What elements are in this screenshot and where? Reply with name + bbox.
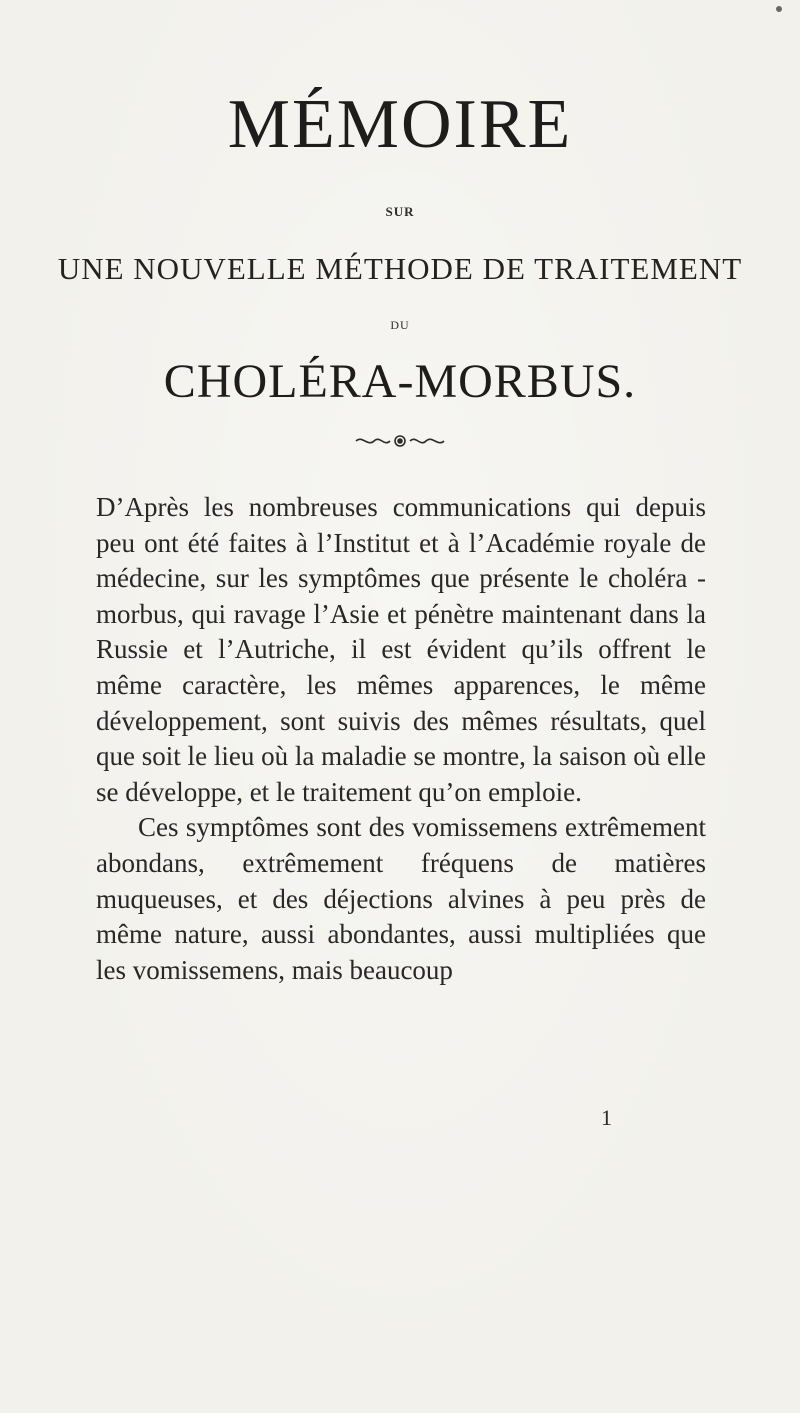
- corner-mark: [776, 6, 782, 12]
- main-title: CHOLÉRA-MORBUS.: [163, 355, 637, 408]
- body-text: [96, 490, 706, 988]
- page-number: 1: [601, 1105, 612, 1130]
- paragraph-2: Ces symptômes sont des vomissemens extrêmement abondans, extrêmement fréquens de matières muqueuses, et des déjections alvines à peu près de même nature, aussi abondantes, aussi multipliées que les vomissemens, mais beaucoup: [96, 812, 706, 985]
- connector-du: DU: [390, 318, 410, 332]
- document-subtitle: UNE NOUVELLE MÉTHODE DE TRAITEMENT: [57, 251, 743, 286]
- ornament-rule-icon: [354, 432, 446, 450]
- connector-sur: SUR: [385, 204, 415, 219]
- document-title: MÉMOIRE: [227, 86, 573, 163]
- paragraph-1: D’Après les nombreuses communications qui depuis peu ont été faites à l’Institut et à l’Académie royale de médecine, sur les symptômes que présente le choléra - morbus, qui ravage l’Asie et pénètre maintenant dans la Russie et l’Autriche, il est évident qu’ils offrent le même caractère, les mêmes apparences, le même développement, sont suivis des mêmes résultats, quel que soit le lieu où la maladie se montre, la saison où elle se développe, et le traitement qu’on emploie.: [96, 492, 706, 807]
